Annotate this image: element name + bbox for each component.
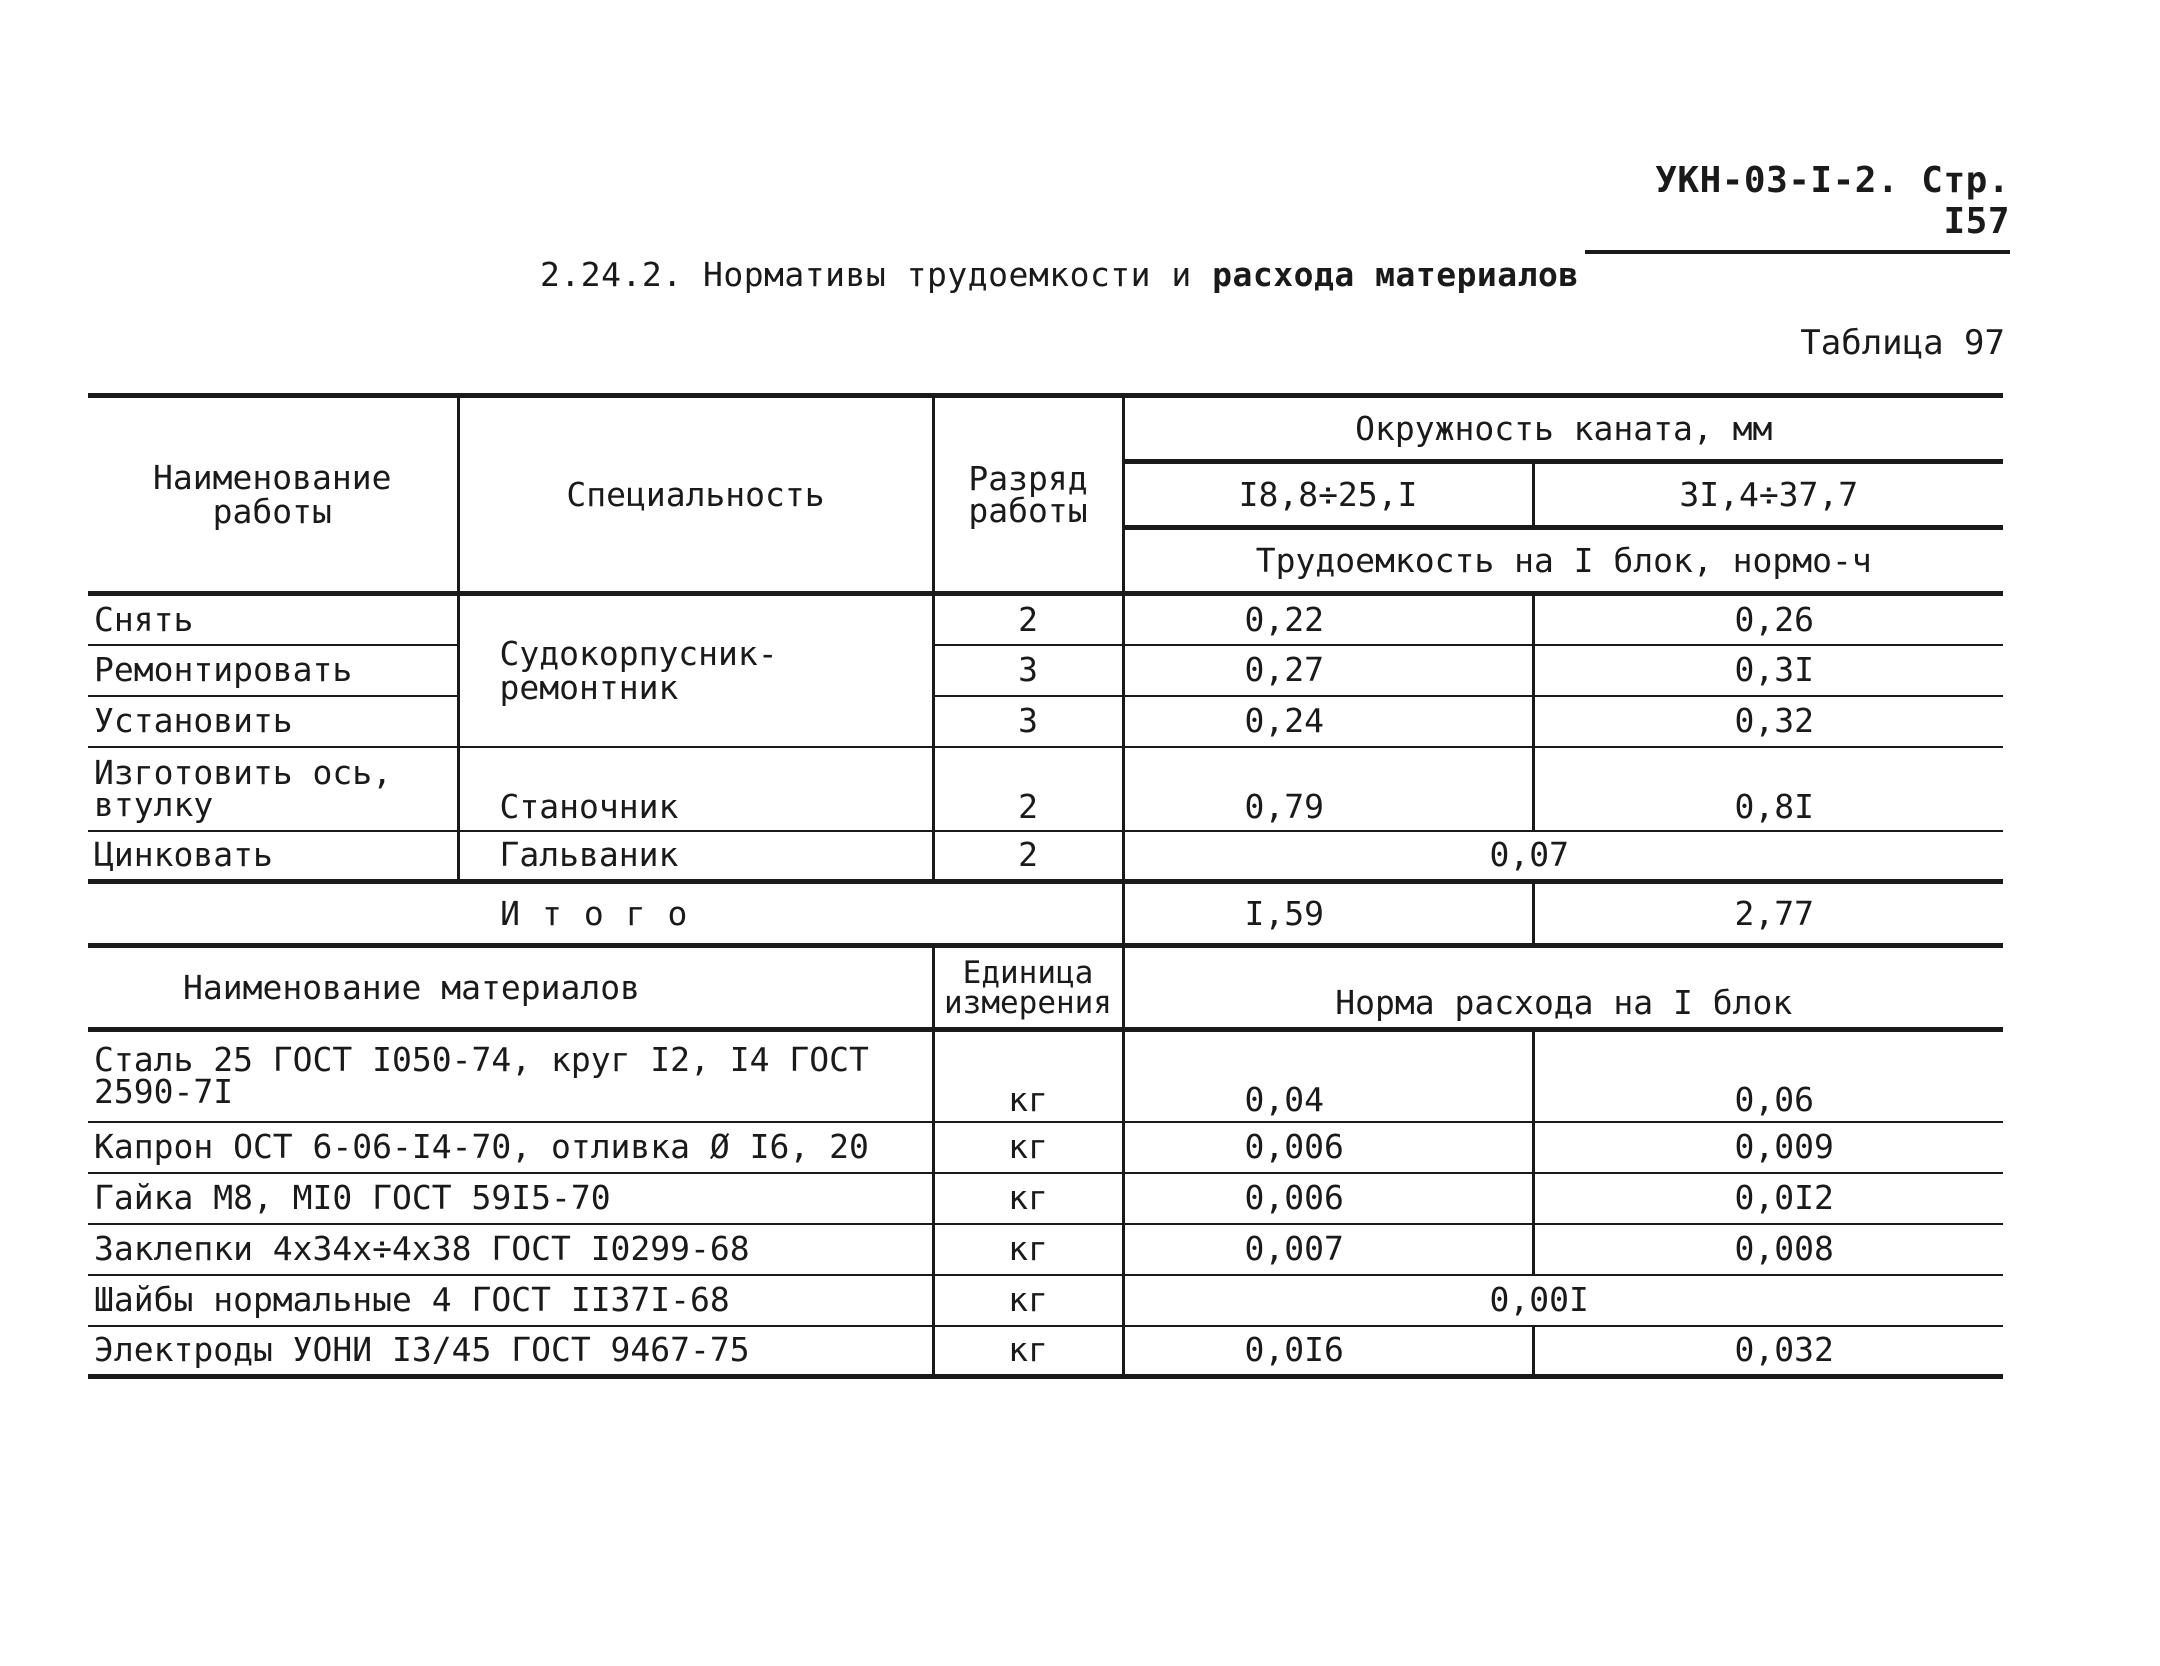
total-value-2: 2,77 [1533,882,2003,946]
material-value-1: 0,006 [1123,1173,1533,1224]
col-header-grade: Разряд работы [933,396,1123,594]
work-name: Цинковать [88,831,458,882]
material-unit: кг [933,1275,1123,1326]
section-title-bold: расхода материалов [1212,255,1579,294]
work-name: Снять [88,594,458,645]
work-name: Ремонтировать [88,645,458,696]
material-value-2: 0,06 [1533,1030,2003,1122]
table-row [88,1224,2003,1275]
rope-range-2: 3I,4÷37,7 [1533,462,2003,528]
material-value-2: 0,009 [1533,1122,2003,1173]
labor-value-2: 0,8I [1533,747,2003,831]
col-header-rope-group: Окружность каната, мм [1123,396,2003,462]
labor-value-2: 0,3I [1533,645,2003,696]
table-row [88,1275,2003,1326]
labor-value-1: 0,79 [1123,747,1533,831]
section-number: 2.24.2. [540,255,683,294]
col-header-work: Наименование работы [88,396,458,594]
table-row [88,1122,2003,1173]
materials-header-row [88,946,2003,1030]
material-value-1: 0,006 [1123,1122,1533,1173]
table-row [88,696,2003,747]
grade: 2 [933,747,1123,831]
col-header-labor-unit: Трудоемкость на I блок, нормо-ч [1123,528,2003,594]
material-value-1: 0,0I6 [1123,1326,1533,1377]
material-value-2: 0,032 [1533,1326,2003,1377]
section-title-normal: Нормативы трудоемкости и [702,255,1192,294]
material-unit: кг [933,1030,1123,1122]
labor-value-1: 0,27 [1123,645,1533,696]
norms-table [88,393,2003,1379]
col-header-norm: Норма расхода на I блок [1123,946,2003,1030]
col-header-material: Наименование материалов [88,946,933,1030]
material-name: Заклепки 4х34х÷4х38 ГОСТ I0299-68 [88,1224,933,1275]
material-name: Шайбы нормальные 4 ГОСТ II37I-68 [88,1275,933,1326]
labor-value-2: 0,26 [1533,594,2003,645]
labor-value-merged: 0,07 [1123,831,2003,882]
labor-value-1: 0,22 [1123,594,1533,645]
table-row [88,594,2003,645]
total-value-1: I,59 [1123,882,1533,946]
material-value-merged: 0,00I [1123,1275,2003,1326]
material-name: Капрон ОСТ 6-06-I4-70, отливка Ø I6, 20 [88,1122,933,1173]
section-title [540,255,1579,294]
table-row [88,1173,2003,1224]
specialty: Судокорпусник-ремонтник [458,594,933,747]
table-row [88,645,2003,696]
specialty: Станочник [458,747,933,831]
rope-range-1: I8,8÷25,I [1123,462,1533,528]
total-row [88,882,2003,946]
table-row [88,747,2003,831]
grade: 2 [933,831,1123,882]
material-value-1: 0,007 [1123,1224,1533,1275]
document-code: УКН-03-I-2. Стр. I57 [1585,160,2010,254]
material-value-2: 0,0I2 [1533,1173,2003,1224]
work-name: Изготовить ось, втулку [88,747,458,831]
material-name: Электроды УОНИ I3/45 ГОСТ 9467-75 [88,1326,933,1377]
table-row [88,1030,2003,1122]
total-label: Итого [88,882,1123,946]
material-value-1: 0,04 [1123,1030,1533,1122]
grade: 3 [933,645,1123,696]
material-name: Сталь 25 ГОСТ I050-74, круг I2, I4 ГОСТ 2590-7I [88,1030,933,1122]
labor-header-row-1 [88,396,2003,462]
work-name: Установить [88,696,458,747]
material-name: Гайка М8, МI0 ГОСТ 59I5-70 [88,1173,933,1224]
labor-value-1: 0,24 [1123,696,1533,747]
grade: 2 [933,594,1123,645]
material-unit: кг [933,1224,1123,1275]
material-unit: кг [933,1122,1123,1173]
col-header-unit: Единица измерения [933,946,1123,1030]
col-header-specialty: Специальность [458,396,933,594]
table-row [88,1326,2003,1377]
specialty: Гальваник [458,831,933,882]
material-unit: кг [933,1326,1123,1377]
material-unit: кг [933,1173,1123,1224]
grade: 3 [933,696,1123,747]
table-caption: Таблица 97 [1800,323,2005,363]
table-row [88,831,2003,882]
labor-value-2: 0,32 [1533,696,2003,747]
material-value-2: 0,008 [1533,1224,2003,1275]
